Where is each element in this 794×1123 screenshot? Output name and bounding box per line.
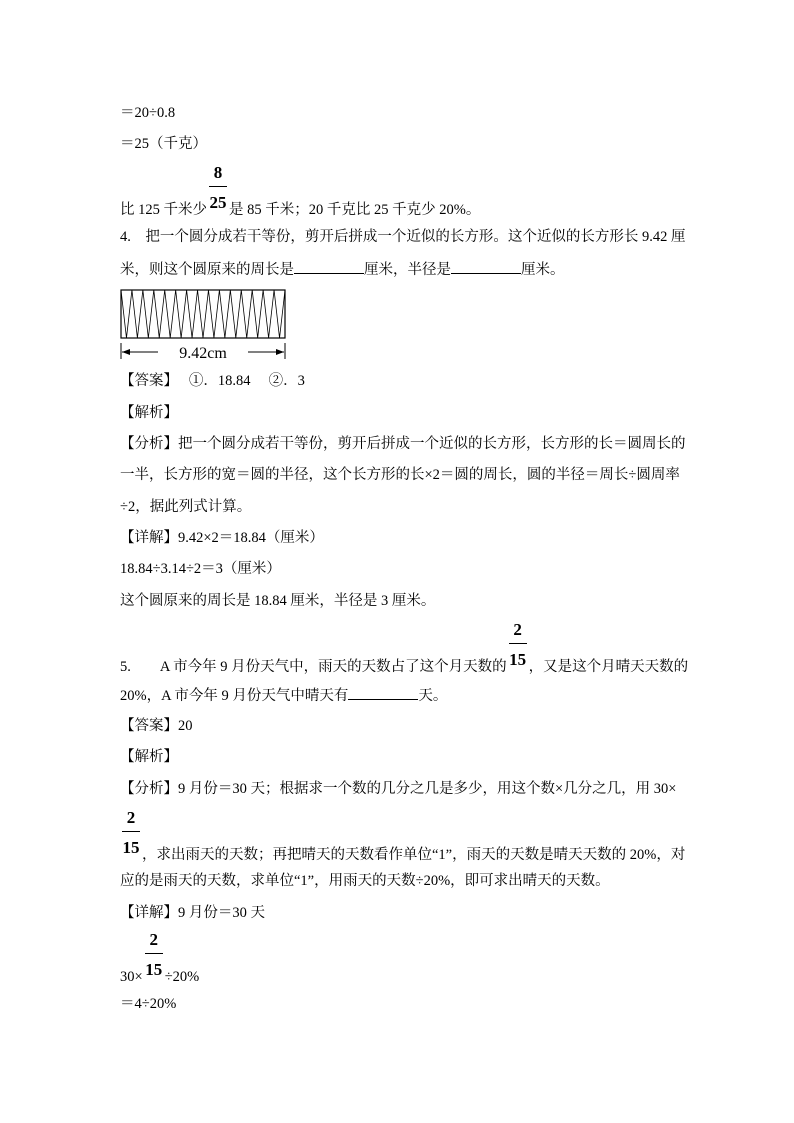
detail: ＝4÷20% xyxy=(120,996,177,1012)
rectangle-figure xyxy=(120,289,290,365)
fraction xyxy=(143,930,165,981)
text: 厘米，半径是 xyxy=(364,262,451,278)
text-line: ＝25（千克） xyxy=(120,136,207,152)
text: 30× xyxy=(120,969,143,985)
fraction xyxy=(120,808,142,859)
text: 厘米。 xyxy=(521,262,565,278)
text: 20%，A 市今年 9 月份天气中晴天有 xyxy=(120,688,349,704)
analysis: 【分析】9 月份＝30 天；根据求一个数的几分之几是多少，用这个数×几分之几，用 30× xyxy=(120,781,677,797)
denominator: 15 xyxy=(145,960,163,979)
fraction xyxy=(507,620,529,671)
analysis: 应的是雨天的天数，求单位“1”，用雨天的天数÷20%，即可求出晴天的天数。 xyxy=(120,873,610,889)
numerator: 2 xyxy=(149,930,158,949)
numerator: 8 xyxy=(213,163,223,182)
analysis: ÷2，据此列式计算。 xyxy=(120,499,252,515)
text-line: ＝20÷0.8 xyxy=(120,105,176,121)
detail: 【详解】9 月份＝30 天 xyxy=(120,905,265,921)
text: ，又是这个月晴天天数的 xyxy=(528,659,689,675)
text: 是 85 千米；20 千克比 25 千克少 20%。 xyxy=(229,202,481,218)
heading: 【解析】 xyxy=(120,405,178,421)
question-4-cont xyxy=(120,259,565,279)
analysis: 一半，长方形的宽＝圆的半径，这个长方形的长×2＝圆的周长，圆的半径＝周长÷圆周率 xyxy=(120,467,680,483)
text: 比 125 千米少 xyxy=(120,202,207,218)
answer-blank xyxy=(451,259,521,274)
detail xyxy=(120,930,200,986)
detail: 【详解】9.42×2＝18.84（厘米） xyxy=(120,530,324,546)
fraction xyxy=(207,163,229,214)
analysis xyxy=(120,808,686,864)
numerator: 2 xyxy=(513,620,522,639)
text: 天。 xyxy=(418,688,448,704)
answer: 【答案】 ①．18.84 ②．3 xyxy=(120,373,305,389)
answer-blank xyxy=(348,685,418,700)
text: ÷20% xyxy=(164,969,200,985)
text: 5. A 市今年 9 月份天气中，雨天的天数占了这个月天数的 xyxy=(120,659,507,675)
question-5-cont xyxy=(120,685,447,705)
dimension-label: 9.42cm xyxy=(179,345,227,362)
text: 米，则这个圆原来的周长是 xyxy=(120,262,294,278)
question-5 xyxy=(120,620,689,676)
heading: 【解析】 xyxy=(120,749,178,765)
denominator: 15 xyxy=(509,650,527,669)
numerator: 2 xyxy=(126,808,136,827)
text: ，求出雨天的天数；再把晴天的天数看作单位“1”，雨天的天数是晴天天数的 20%，对 xyxy=(142,847,686,863)
analysis: 【分析】把一个圆分成若干等份，剪开后拼成一个近似的长方形，长方形的长＝圆周长的 xyxy=(120,436,686,452)
denominator: 25 xyxy=(209,193,227,212)
sector-lines xyxy=(121,290,285,338)
answer-blank xyxy=(294,259,364,274)
text-line xyxy=(120,163,481,219)
detail: 这个圆原来的周长是 18.84 厘米，半径是 3 厘米。 xyxy=(120,593,436,609)
question-4: 4. 把一个圆分成若干等份，剪开后拼成一个近似的长方形。这个近似的长方形长 9.42 厘 xyxy=(120,229,686,245)
denominator: 15 xyxy=(122,838,140,857)
detail: 18.84÷3.14÷2＝3（厘米） xyxy=(120,561,281,577)
answer: 【答案】20 xyxy=(120,718,193,734)
